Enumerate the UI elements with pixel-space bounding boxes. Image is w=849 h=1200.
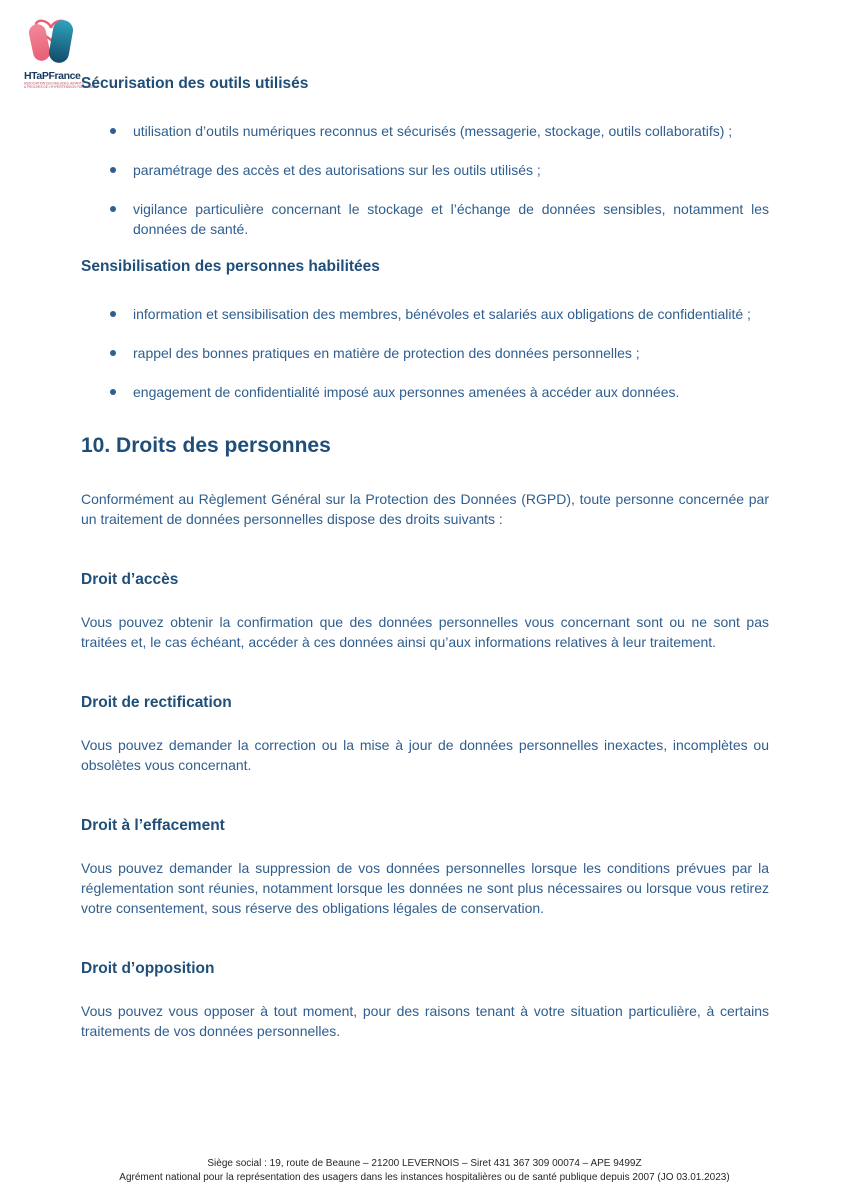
section-securisation — [81, 75, 769, 239]
footer-address-line: Siège social : 19, route de Beaune – 21200 LEVERNOIS – Siret 431 367 309 00074 – APE 9499Z — [207, 1158, 642, 1169]
droit-effacement-paragraph: Vous pouvez demander la suppression de vos données personnelles lorsque les conditions prévues par la réglementation sont réunies, notamment lorsque les données ne sont plus nécessaires ou lorsque vous retirez votre consentement, sous réserve des obligations légales de conservation. — [81, 860, 769, 916]
bullet-item: paramétrage des accès et des autorisations sur les outils utilisés ; — [81, 160, 769, 180]
droit-opposition-paragraph: Vous pouvez vous opposer à tout moment, pour des raisons tenant à votre situation particulière, à certains traitements de vos données personnelles. — [81, 1003, 769, 1039]
droits-intro-paragraph: Conformément au Règlement Général sur la Protection des Données (RGPD), toute personne concernée par un traitement de données personnelles dispose des droits suivants : — [81, 491, 769, 527]
document-content — [81, 75, 769, 1041]
bullet-item: information et sensibilisation des membres, bénévoles et salariés aux obligations de confidentialité ; — [81, 304, 769, 324]
logo-taglines — [24, 82, 98, 89]
droit-rectification-paragraph: Vous pouvez demander la correction ou la mise à jour de données personnelles inexactes, incomplètes ou obsolètes vous concernant. — [81, 737, 769, 773]
section-title-securisation: Sécurisation des outils utilisés — [81, 75, 309, 92]
section-title-sensibilisation: Sensibilisation des personnes habilitées — [81, 258, 380, 275]
bullet-item: engagement de confidentialité imposé aux personnes amenées à accéder aux données. — [81, 382, 769, 402]
subsection-title-droit-rectification: Droit de rectification — [81, 694, 232, 711]
page-footer — [0, 1157, 849, 1185]
heart-lungs-logo-icon — [24, 12, 82, 64]
bullet-item: vigilance particulière concernant le stockage et l’échange de données sensibles, notamment les données de santé. — [81, 199, 769, 239]
subsection-title-droit-effacement: Droit à l’effacement — [81, 817, 225, 834]
htapfrance-logo — [24, 12, 98, 98]
logo-brand-text: HTaPFrance — [24, 70, 81, 82]
logo-tagline-2: & PROCHES DE L’HYPERTENSION PULMONAIRE — [24, 85, 98, 89]
subsection-title-droit-opposition: Droit d’opposition — [81, 960, 215, 977]
bullet-item: rappel des bonnes pratiques en matière de protection des données personnelles ; — [81, 343, 769, 363]
subsection-title-droit-acces: Droit d’accès — [81, 571, 179, 588]
droit-acces-paragraph: Vous pouvez obtenir la confirmation que des données personnelles vous concernant sont ou ne sont pas traitées et, le cas échéant, accéder à ces données ainsi qu’aux informations relatives à leur traitement. — [81, 614, 769, 650]
logo-tagline-1: ASSOCIATION DES MALADES, AIDANTS — [24, 82, 84, 86]
bullet-list-securisation — [81, 121, 769, 239]
footer-agrement-line: Agrément national pour la représentation des usagers dans les instances hospitalières ou de santé publique depuis 2007 (JO 03.01.2023) — [119, 1172, 730, 1183]
bullet-item: utilisation d’outils numériques reconnus et sécurisés (messagerie, stockage, outils collaboratifs) ; — [81, 121, 769, 141]
bullet-list-sensibilisation — [81, 304, 769, 402]
section-sensibilisation — [81, 258, 769, 402]
chapter-title-droits-des-personnes: 10. Droits des personnes — [81, 434, 331, 457]
